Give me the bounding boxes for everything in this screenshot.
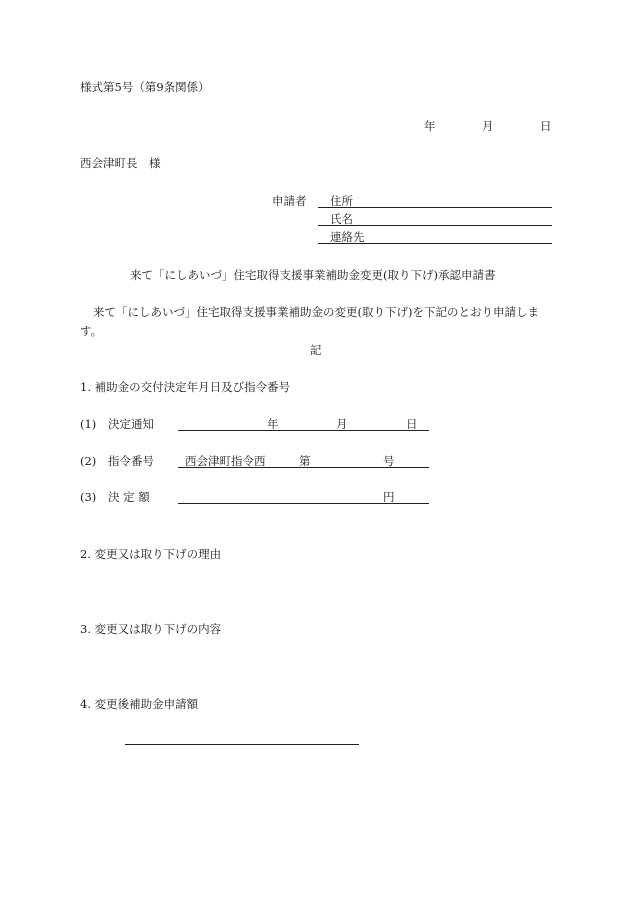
applicant-label: 申請者 — [272, 194, 307, 208]
revised-amount-line — [125, 744, 359, 745]
item2-number: (2) — [80, 454, 97, 468]
contact-line — [318, 243, 552, 244]
directive-number-line — [178, 467, 429, 468]
section2-heading: 2. 変更又は取り下げの理由 — [80, 547, 222, 561]
name-line — [318, 225, 552, 226]
item1-number: (1) — [80, 417, 97, 431]
body-text-line2: す。 — [80, 324, 103, 338]
item3-number: (3) — [80, 490, 97, 504]
decision-date-line — [178, 430, 429, 431]
item1-month: 月 — [336, 417, 348, 431]
form-title: 来て「にしあいづ」住宅取得支援事業補助金変更(取り下げ)承認申請書 — [130, 268, 496, 282]
date-year-label: 年 — [424, 119, 436, 133]
item1-label: 決定通知 — [108, 417, 154, 431]
form-number: 様式第5号（第9条関係） — [80, 80, 210, 94]
section1-heading: 1. 補助金の交付決定年月日及び指令番号 — [80, 380, 291, 394]
item2-gou: 号 — [383, 454, 395, 468]
address-label: 住所 — [330, 194, 353, 208]
address-line — [318, 207, 552, 208]
item1-year: 年 — [267, 417, 279, 431]
name-label: 氏名 — [330, 212, 353, 226]
date-month-label: 月 — [482, 119, 494, 133]
item2-dai: 第 — [299, 454, 311, 468]
section4-heading: 4. 変更後補助金申請額 — [80, 697, 199, 711]
addressee: 西会津町長 様 — [80, 156, 161, 170]
item2-label: 指令番号 — [108, 454, 154, 468]
item3-yen: 円 — [383, 490, 395, 504]
date-day-label: 日 — [540, 119, 552, 133]
item3-label: 決 定 額 — [108, 490, 150, 504]
contact-label: 連絡先 — [330, 230, 365, 244]
decision-amount-line — [178, 503, 429, 504]
item1-day: 日 — [406, 417, 418, 431]
body-text-line1: 来て「にしあいづ」住宅取得支援事業補助金の変更(取り下げ)を下記のとおり申請しま — [93, 305, 539, 319]
item2-prefix: 西会津町指令西 — [185, 454, 266, 468]
ki-label: 記 — [310, 343, 322, 357]
section3-heading: 3. 変更又は取り下げの内容 — [80, 622, 222, 636]
